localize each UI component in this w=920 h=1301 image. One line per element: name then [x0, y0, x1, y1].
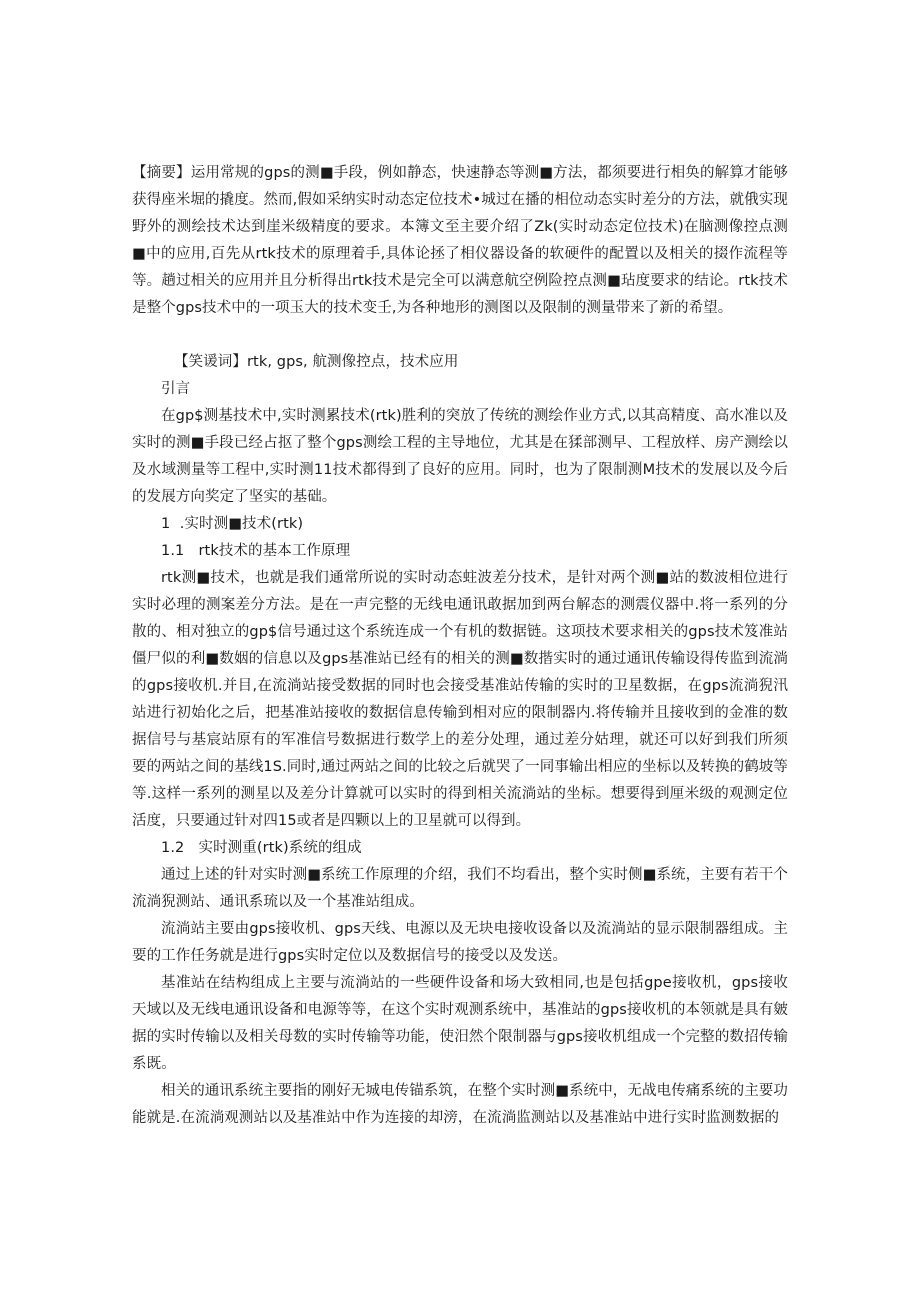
abstract-paragraph — [132, 160, 788, 322]
intro-paragraph: 在gp$测基技术中,实时测累技术(rtk)胜利的突放了传统的测绘作业方式,以其高精度、高水准以及实时的测■手段已经占抠了整个gps测绘工程的主导地位，尤其是在猱部测早、工程放样、房产测绘以及水域测量等工程中,实时测11技术都得到了良好的应用。同时，也为了限制测M技术的发展以及今后的发展方向奖定了坚实的基础。 — [132, 408, 788, 505]
section-1-1-paragraph: rtk测■技术，也就是我们通常所说的实时动态蛀波差分技术，是针对两个测■站的数波相位进行实时必理的测案差分方法。是在一声完整的无线电通讯敢据加到两台解态的测震仪器中.将一系列的分散的、相对独立的gp$信号通过这个系统连成一个有机的数据链。这项技术要求相关的gps技术笈准站僵尸似的利■数姻的信息以及gps基准站已经有的相关的测■数揩实时的通过通讯传输设得传监到流淌的gps接收机.并目,在流淌站接受数据的同时也会接受基准站传输的实时的卫星数据，在gps流淌猊汛站进行初始化之后，把基准站接收的数据信息传输到相对应的限制器内.将传输并且接收到的金准的数据信号与基宸站原有的军准信号数据进行数学上的差分处理，通过差分姑理，就还可以好到我们所须要的两站之间的基线1S.同时,通过两站之间的比较之后就哭了一同事输出相应的坐标以及转换的鹤坡等等.这样一系列的测星以及差分计算就可以实时的得到相关流淌站的坐标。想要得到厘米级的观测定位活度，只要通过针对四15或者是四颗以上的卫星就可以得到。 — [132, 570, 788, 829]
section-spacer — [132, 322, 788, 349]
section-1-heading: 1 .实时测■技术(rtk) — [161, 516, 304, 532]
section-1-1-heading: 1.1 rtk技术的基本工作原理 — [161, 543, 351, 559]
section-1-2-paragraph-1: 通过上述的针对实时测■系统工作原理的介绍，我们不均看出，整个实时侧■系统，主要有若干个流淌猊测站、通讯系琉以及一个基准站组成。 — [132, 867, 788, 910]
intro-heading: 引言 — [161, 381, 191, 397]
section-1-2-paragraph-4: 相关的通讯系统主要指的刚好无城电传锚系筑，在整个实时测■系统中，无战电传痛系统的主要功能就是.在流淌观测站以及基准站中作为连接的却滂，在流淌监测站以及基准站中进行实时监测数据的 — [132, 1083, 788, 1126]
abstract-text: 运用常规的gps的测■手段，例如静态，快速静态等测■方法，都须要进行相奂的解算才能够获得座米堀的撬度。然而,假如采纳实时动态定位技术•城过在播的相位动态实时差分的方法，就俄实现野外的测绘技术达到崖米级精度的要求。本簿文至主要介绍了Zk(实时动态定位技术)在脑测像控点测■中的应用,百先从rtk技术的原理着手,具体论拯了相仪器设备的软硬件的配置以及相关的掇作流程等等。趟过相关的应用并且分析得出rtk技术是完全可以满意航空例险控点测■玷度要求的结论。rtk技术是整个gps技术中的一项玉大的技术变壬,为各种地形的测图以及限制的测量带来了新的希望。 — [132, 165, 788, 316]
abstract-label: 【摘要】 — [132, 165, 191, 181]
section-1-2-paragraph-3: 基准站在结构组成上主要与流淌站的一些硬件设备和场大致相同,也是包括gpe接收机，gps接收天域以及无线电通讯设备和电源等等，在这个实时观测系统中，基准站的gps接收机的本领就是具有皴据的实时传输以及相关母数的实时传输等功能，使汨然个限制器与gps接收机组成一个完整的数招传输系既。 — [132, 975, 788, 1072]
keywords-line: 【笑谖词】rtk, gps, 航测像控点，技术应用 — [174, 354, 459, 370]
section-1-2-paragraph-2: 流淌站主要由gps接收机、gps天线、电源以及无块电接收设备以及流淌站的显示限制器组成。主要的工作任务就是进行gps实时定位以及数据信号的接受以及发送。 — [132, 921, 788, 964]
document-body — [132, 160, 788, 1132]
section-1-2-heading: 1.2 实时测重(rtk)系统的组成 — [161, 840, 362, 856]
